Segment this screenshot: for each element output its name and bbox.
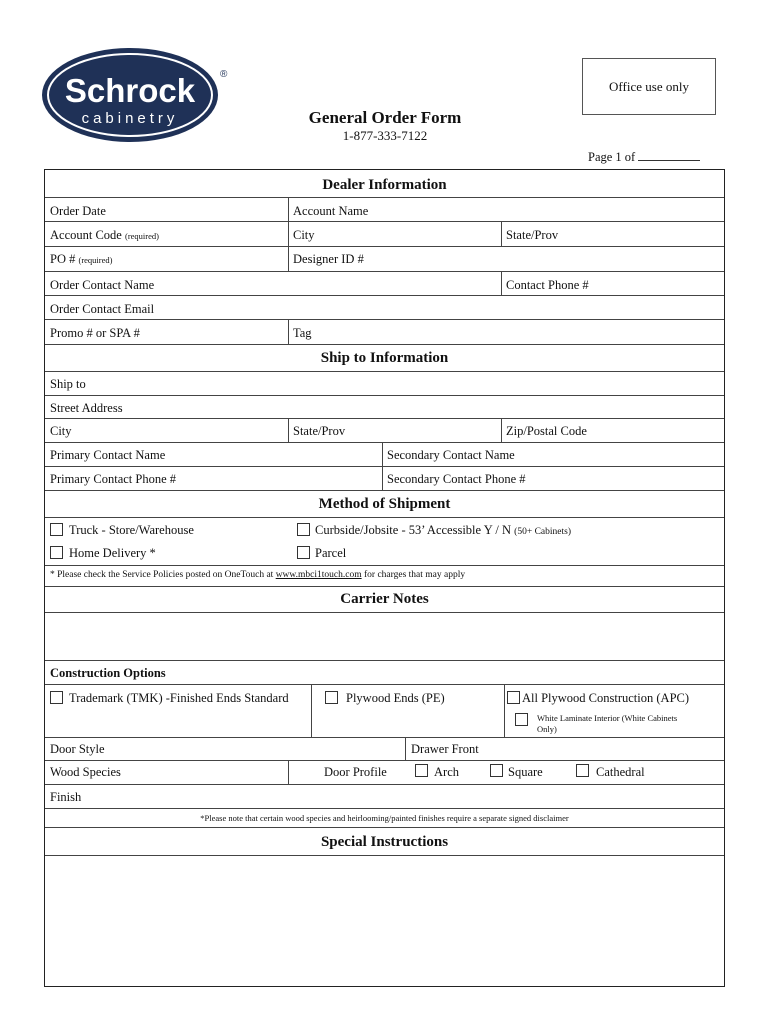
pe-checkbox[interactable] [325,691,338,704]
white-laminate-label-2: Only) [537,724,557,734]
home-delivery-label: Home Delivery * [69,546,156,560]
carrier-notes-area[interactable] [45,613,724,660]
logo-wordmark: Schrock [64,72,196,109]
order-contact-email-label: Order Contact Email [50,302,155,316]
account-code-required: (required) [124,231,159,241]
ship-info-heading: Ship to Information [320,350,449,366]
ship-state-label: State/Prov [293,424,346,438]
apc-checkbox[interactable] [507,691,520,704]
office-use-box [582,58,716,115]
account-name-label: Account Name [293,204,369,218]
po-label [50,253,112,266]
truck-checkbox[interactable] [50,523,63,536]
tmk-label: Trademark (TMK) -Finished Ends Standard [69,691,289,705]
ship-city-label: City [50,424,72,438]
finish-disclaimer: *Please note that certain wood species and heirlooming/painted finishes require a separate signed disclaimer [200,813,569,823]
order-form [44,169,725,987]
secondary-contact-name-label: Secondary Contact Name [387,448,515,462]
service-policy-pre: * Please check the Service Policies posted on OneTouch at [50,570,274,580]
curbside-note: (50+ Cabinets) [514,527,571,537]
pe-label: Plywood Ends (PE) [346,691,445,705]
curbside-text: Curbside/Jobsite - 53’ Accessible Y / N [315,523,512,537]
white-laminate-label-1: White Laminate Interior (White Cabinets [537,713,678,723]
page-count [588,150,700,165]
construction-heading: Construction Options [50,666,166,680]
account-code-text: Account Code [50,228,122,242]
carrier-notes-heading: Carrier Notes [340,591,429,607]
zip-label: Zip/Postal Code [506,424,587,438]
dealer-city-label: City [293,228,315,242]
special-instructions-area[interactable] [45,856,724,986]
order-date-label: Order Date [50,204,106,218]
cathedral-checkbox[interactable] [576,764,589,777]
dealer-state-label: State/Prov [506,228,559,242]
finish-label: Finish [50,790,82,804]
dealer-info-heading: Dealer Information [322,177,447,193]
door-profile-label: Door Profile [324,765,387,779]
page-count-blank[interactable] [638,150,700,161]
ship-to-label: Ship to [50,377,86,391]
parcel-label: Parcel [315,546,347,560]
po-text: PO # [50,252,76,266]
contact-phone-label: Contact Phone # [506,278,589,292]
primary-contact-phone-label: Primary Contact Phone # [50,472,177,486]
shipment-heading: Method of Shipment [318,496,451,512]
service-policy-post: for charges that may apply [364,570,466,580]
onetouch-link[interactable]: www.mbci1touch.com [275,570,362,580]
curbside-label [315,524,571,538]
registered-mark: ® [220,69,228,80]
promo-label: Promo # or SPA # [50,326,140,340]
arch-label: Arch [434,765,459,779]
account-code-label [50,229,159,242]
tag-label: Tag [293,326,312,340]
truck-label: Truck - Store/Warehouse [69,523,194,537]
page-title: General Order Form [308,108,462,127]
primary-contact-name-label: Primary Contact Name [50,448,166,462]
door-style-label: Door Style [50,742,105,756]
designer-id-label: Designer ID # [293,252,364,266]
apc-label: All Plywood Construction (APC) [522,691,690,705]
street-address-label: Street Address [50,401,123,415]
logo-subtext: cabinetry [81,110,179,127]
service-policy-note [50,571,465,581]
tmk-checkbox[interactable] [50,691,63,704]
cathedral-label: Cathedral [596,765,645,779]
white-laminate-checkbox[interactable] [515,713,528,726]
curbside-checkbox[interactable] [297,523,310,536]
home-delivery-checkbox[interactable] [50,546,63,559]
square-checkbox[interactable] [490,764,503,777]
page-count-label: Page 1 of [588,150,636,164]
wood-species-label: Wood Species [50,765,121,779]
order-contact-name-label: Order Contact Name [50,278,155,292]
square-label: Square [508,765,543,779]
arch-checkbox[interactable] [415,764,428,777]
special-instructions-heading: Special Instructions [320,834,449,850]
secondary-contact-phone-label: Secondary Contact Phone # [387,472,526,486]
po-required: (required) [78,255,113,265]
drawer-front-label: Drawer Front [411,742,479,756]
phone-number: 1-877-333-7122 [342,128,428,143]
parcel-checkbox[interactable] [297,546,310,559]
office-use-label: Office use only [609,78,689,94]
